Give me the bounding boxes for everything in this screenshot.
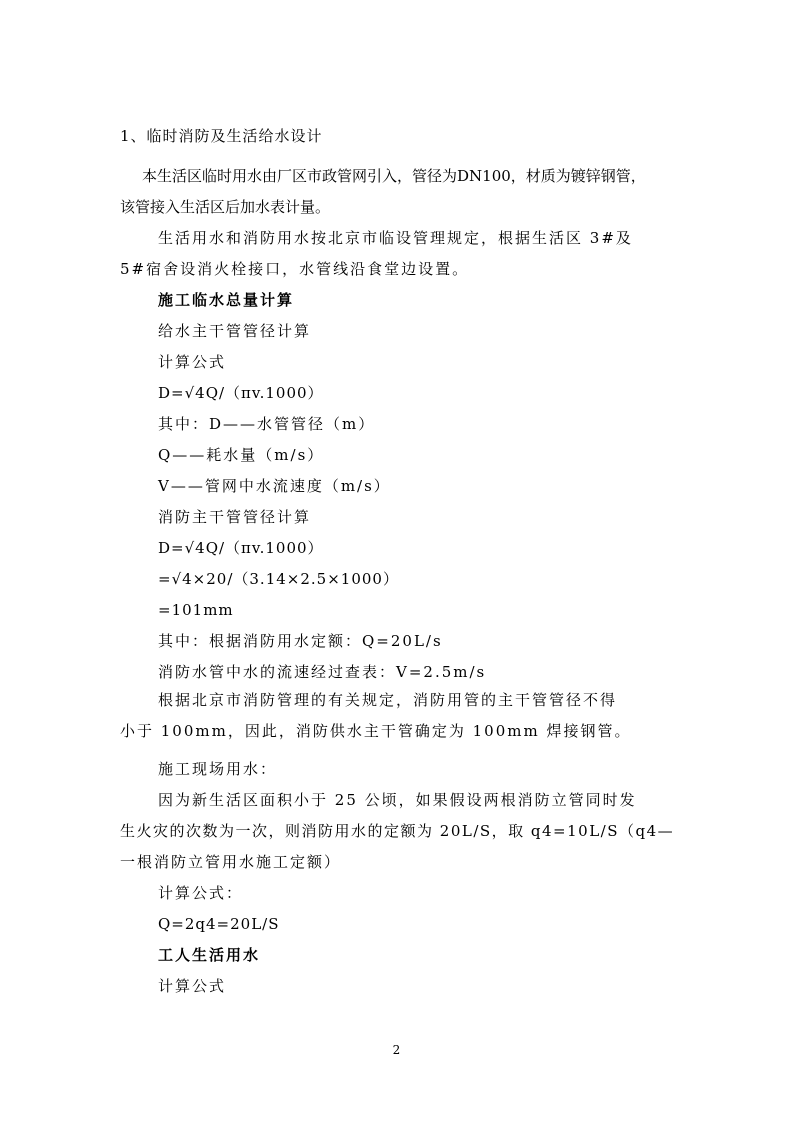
paragraph-line: 其中：D——水管管径（m） — [158, 415, 376, 433]
formula-line: D=√4Q/（πv.1000） — [158, 539, 324, 557]
paragraph-line: 给水主干管管径计算 — [158, 322, 312, 340]
paragraph-line: 本生活区临时用水由厂区市政管网引入，管径为DN100，材质为镀锌钢管， — [142, 167, 646, 185]
paragraph-line: 计算公式 — [158, 977, 227, 995]
paragraph-line: 生活用水和消防用水按北京市临设管理规定，根据生活区 3#及 — [158, 229, 633, 247]
formula-line: Q=2q4=20L/S — [158, 915, 280, 933]
paragraph-line: Q——耗水量（m/s） — [158, 446, 325, 464]
paragraph-line: 消防水管中水的流速经过查表：V=2.5m/s — [158, 663, 487, 681]
paragraph-line: 根据北京市消防管理的有关规定，消防用管的主干管管径不得 — [158, 691, 618, 709]
paragraph-line: 消防主干管管径计算 — [158, 508, 312, 526]
paragraph-line: 计算公式 — [158, 353, 227, 371]
paragraph-line: 施工现场用水： — [158, 760, 278, 778]
paragraph-line: 计算公式： — [158, 884, 244, 902]
section-heading: 1、临时消防及生活给水设计 — [120, 127, 323, 145]
subheading: 施工临水总量计算 — [158, 291, 295, 309]
formula-line: =√4×20/（3.14×2.5×1000） — [158, 570, 399, 588]
page-number: 2 — [392, 1043, 401, 1057]
formula-line: D=√4Q/（πv.1000） — [158, 384, 324, 402]
paragraph-line: 该管接入生活区后加水表计量。 — [120, 198, 331, 216]
subheading: 工人生活用水 — [158, 946, 261, 964]
paragraph-line: 其中：根据消防用水定额：Q=20L/s — [158, 632, 443, 650]
paragraph-line: 生火灾的次数为一次，则消防用水的定额为 20L/S，取 q4=10L/S（q4— — [120, 822, 675, 840]
formula-line: =101mm — [158, 601, 234, 619]
paragraph-line: 小于 100mm，因此，消防供水主干管确定为 100mm 焊接钢管。 — [120, 722, 632, 740]
paragraph-line: 5#宿舍设消火栓接口，水管线沿食堂边设置。 — [120, 260, 470, 278]
paragraph-line: 一根消防立管用水施工定额） — [120, 853, 342, 871]
paragraph-line: V——管网中水流速度（m/s） — [158, 477, 391, 495]
paragraph-line: 因为新生活区面积小于 25 公顷，如果假设两根消防立管同时发 — [158, 791, 637, 809]
